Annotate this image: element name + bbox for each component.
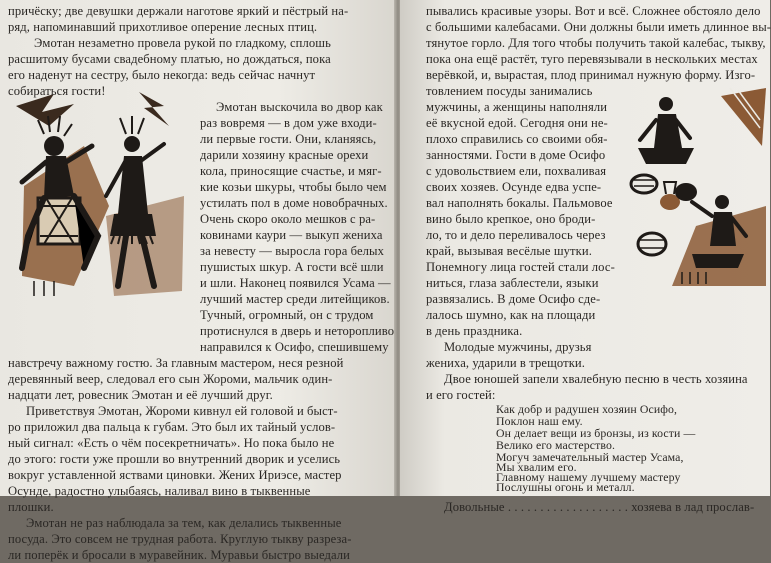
text-line: Двое юношей запели хвалебную песню в честь хозяина xyxy=(444,372,748,386)
text-line: Приветствуя Эмотан, Жороми кивнул ей головой и быст- xyxy=(26,404,338,418)
text-line: дарили хозяину красные орехи xyxy=(200,148,369,162)
verse-line: Мы хвалим его. xyxy=(496,460,577,474)
text-line: с удовольствием ели, похваливая xyxy=(426,164,607,178)
text-line: и шли. Наконец появился Усама — xyxy=(200,276,391,290)
text-line: расшитому бусами свадебному платью, но дождаться, пока xyxy=(8,52,331,66)
text-line: устилать пол в доме новобрачных. xyxy=(200,196,388,210)
text-line: его наденут на сестру, было некогда: ведь сейчас начнут xyxy=(8,68,316,82)
text-line: мужчины, а женщины наполняли xyxy=(426,100,608,114)
verse-line: Поклон наш ему. xyxy=(496,414,583,428)
dancers-illustration xyxy=(14,86,190,302)
text-line: вокруг уставленной яствами циновки. Жених Ириэсе, мастер xyxy=(8,468,342,482)
text-line: плошки. xyxy=(8,500,54,514)
text-line: верёвкой, и, вырастая, плод принимал нужную форму. Изго- xyxy=(426,68,756,82)
text-line: товлением посуды занимались xyxy=(426,84,593,98)
text-line: лалось шумно, как на площади xyxy=(426,308,596,322)
verse-line: Главному нашему лучшему мастеру xyxy=(496,470,681,484)
text-line: Понемногу лица гостей стали лос- xyxy=(426,260,615,274)
text-line: в день праздника. xyxy=(426,324,523,338)
text-line: ли первые гости. Они, кланяясь, xyxy=(200,132,377,146)
text-line: пока она ещё растёт, туго перевязывали в нескольких местах xyxy=(426,52,758,66)
text-line: ло, то и дело переливалось через xyxy=(426,228,606,242)
text-line: занностями. Гости в доме Осифо xyxy=(426,148,606,162)
text-line: жениха, ударили в трещотки. xyxy=(426,356,586,370)
text-line: ро приложил два пальца к губам. Это был их тайный услов- xyxy=(8,420,336,434)
text-line: кие козьи шкуры, чтобы было чем xyxy=(200,180,387,194)
text-line: лучший мастер среди литейщиков. xyxy=(200,292,390,306)
text-line: Эмотан незаметно провела рукой по гладкому, сплошь xyxy=(34,36,331,50)
verse-line: Могуч замечательный мастер Усама, xyxy=(496,450,684,464)
text-line: плохо справились со своими обя- xyxy=(426,132,608,146)
text-line: тянутое горло. Для того чтобы получить такой калебас, тыкву, xyxy=(426,36,766,50)
text-line: причёску; две девушки держали наготове яркий и пёстрый на- xyxy=(8,4,349,18)
text-line: Довольные . . . . . . . . . . . . . . . . . . . хозяева в лад прослав- xyxy=(444,500,755,514)
text-line: и его гостей: xyxy=(426,388,496,402)
text-line: Молодые мужчины, друзья xyxy=(444,340,592,354)
text-line: её вкусной едой. Сегодня они не- xyxy=(426,116,608,130)
text-line: ковинами каури — выкуп жениха xyxy=(200,228,383,242)
text-line: деревянный веер, следовал его сын Жороми, мальчик один- xyxy=(8,372,333,386)
text-line: за невесту — выросла гора белых xyxy=(200,244,385,258)
text-line: край, вызывая весёлые шутки. xyxy=(426,244,592,258)
text-line: протиснулся в дверь и неторопливо xyxy=(200,324,395,338)
verse-line: Как добр и радушен хозяин Осифо, xyxy=(496,402,678,416)
calabash-illustration xyxy=(626,86,768,286)
text-line: своих хозяев. Осунде едва успе- xyxy=(426,180,602,194)
text-line: с большими калебасами. Они должны были иметь длинное вы- xyxy=(426,20,771,34)
text-line: Осунде, радостно улыбаясь, наливал вино в тыквенные xyxy=(8,484,311,498)
text-line: навстречу важному гостю. За главным мастером, неся резной xyxy=(8,356,344,370)
text-line: пывались красивые узоры. Вот и всё. Сложнее обстояло дело xyxy=(426,4,761,18)
text-line: раз вовремя — в дом уже входи- xyxy=(200,116,377,130)
text-line: развязались. В доме Осифо сде- xyxy=(426,292,601,306)
text-line: пушистых шкур. А гости всё шли xyxy=(200,260,384,274)
text-line: посуда. Это совсем не трудная работа. Круглую тыкву разреза- xyxy=(8,532,352,546)
text-line: Эмотан не раз наблюдала за тем, как делались тыквенные xyxy=(26,516,342,530)
text-line: вал наполнять бокалы. Пальмовое xyxy=(426,196,613,210)
text-line: до этого: гости уже прошли во внутренний дворик и уселись xyxy=(8,452,341,466)
right-page xyxy=(400,0,771,514)
text-line: Тучный, огромный, он с трудом xyxy=(200,308,374,322)
text-line: ряд, напоминавший прихотливое оперение лесных птиц. xyxy=(8,20,318,34)
text-line: вино было крепкое, оно броди- xyxy=(426,212,596,226)
text-line: направился к Осифо, спешившему xyxy=(200,340,389,354)
verse-line: Он делает вещи из бронзы, из кости — xyxy=(496,426,696,440)
text-line: ниться, глаза заблестели, языки xyxy=(426,276,599,290)
text-line: ный сигнал: «Есть о чём посекретничать». Но пока было не xyxy=(8,436,335,450)
verse-line: Велико его мастерство. xyxy=(496,438,615,452)
text-line: Эмотан выскочила во двор как xyxy=(216,100,383,114)
text-line: ли поперёк и бросали в муравейник. Муравьи быстро выедали xyxy=(8,548,351,562)
text-line: собираться гости! xyxy=(8,84,106,98)
verse-line: Послушны огонь и металл. xyxy=(496,480,635,494)
text-line: Очень скоро около мешков с ра- xyxy=(200,212,376,226)
text-line: кола, приносящие счастье, и мяг- xyxy=(200,164,382,178)
text-line: надцати лет, ровесник Эмотан и её лучший друг. xyxy=(8,388,273,402)
